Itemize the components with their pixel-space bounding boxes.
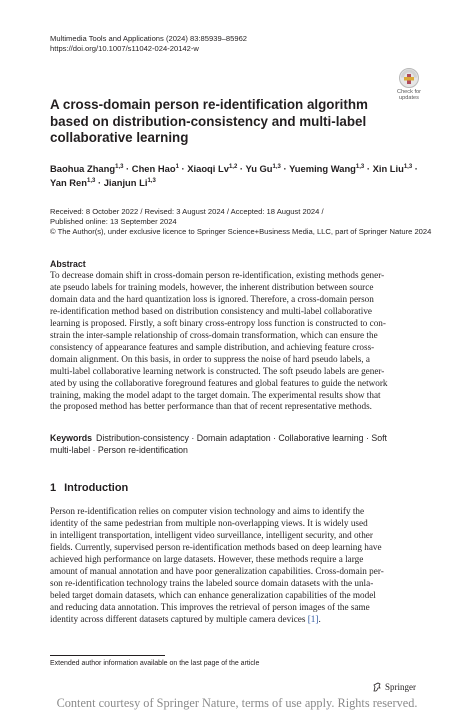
footnote-divider <box>50 655 165 656</box>
article-title: A cross-domain person re-identification algorithm based on distribution-consistency and multi-label collaborative learning <box>50 97 368 145</box>
intro-line: amount of manual annotation and have poor generalization capabilities. Cross-domain per- <box>50 565 384 576</box>
publication-dates <box>50 207 450 238</box>
intro-line: Person re-identification relies on computer vision technology and aims to identify the <box>50 506 365 516</box>
copyright-line: © The Author(s), under exclusive licence to Springer Science+Business Media, LLC, part of Springer Nature 2024 <box>50 227 432 237</box>
crossmark-label[interactable] <box>388 89 430 101</box>
abstract-line: domain data and the hard quantization loss is ignored. Therefore, a cross-domain person <box>50 293 374 304</box>
intro-line: beled target domain datasets, which can enhance generalization capabilities of the model <box>50 589 376 600</box>
abstract-line: re-identification method based on distribution consistency and multi-label collaborative <box>50 305 372 316</box>
author-affiliation: 1,2 <box>228 164 238 170</box>
keywords <box>50 432 424 456</box>
footnote: Extended author information available on the last page of the article <box>50 660 260 667</box>
author-separator: · <box>178 163 188 174</box>
author-name[interactable]: Chen Hao <box>131 163 176 174</box>
intro-line-end: . <box>318 613 321 624</box>
intro-line: and reducing data annotation. This improves the retrieval of person images of the same <box>50 601 370 612</box>
section-number: 1 <box>50 482 57 494</box>
doi-link[interactable]: https://doi.org/10.1007/s11042-024-20142-w <box>50 44 199 53</box>
dates-line: Received: 8 October 2022 / Revised: 3 August 2024 / Accepted: 18 August 2024 / <box>50 207 324 216</box>
intro-line: in intelligent transportation, intelligent video surveillance, intelligent security, and other <box>50 529 373 540</box>
keywords-line: multi-label · Person re-identification <box>50 445 188 455</box>
abstract-line: ate pseudo labels for training models, however, the inherent distribution between source <box>50 281 374 292</box>
author-affiliation: 1,3 <box>272 164 281 170</box>
author-separator: · <box>412 163 418 174</box>
dates-line: Published online: 13 September 2024 <box>50 217 177 227</box>
section-heading <box>50 482 128 494</box>
section-title: Introduction <box>64 482 129 494</box>
author-affiliation: 1,3 <box>403 164 413 170</box>
author-name[interactable]: Xiaoqi Lv <box>187 163 229 174</box>
journal-citation: Multimedia Tools and Applications (2024) 83:85939–85962 <box>50 34 248 43</box>
author-affiliation: 1,3 <box>355 164 365 170</box>
intro-line-last <box>50 614 424 626</box>
publisher-name: Springer <box>385 682 416 692</box>
abstract-line: strain the inter-sample relationship of cross-domain transformation, which can ensure the <box>50 329 378 340</box>
author-separator: · <box>237 163 246 174</box>
author-name[interactable]: Baohua Zhang <box>50 163 116 174</box>
intro-line: identity of the same pedestrian from multiple non-overlapping views. It is widely used <box>50 517 368 528</box>
author-name[interactable]: Yueming Wang <box>289 163 356 174</box>
abstract-line: ated by using the collaborative foreground features and global features to guide the network <box>50 377 388 388</box>
author-separator: · <box>123 163 132 174</box>
author-separator: · <box>364 163 373 174</box>
courtesy-watermark: Content courtesy of Springer Nature, terms of use apply. Rights reserved. <box>56 696 418 710</box>
intro-line: fields. Currently, supervised person re-identification methods based on deep learning have <box>50 541 382 552</box>
abstract-line: the proposed method has better performance than that of recent representative methods. <box>50 401 372 412</box>
author-name[interactable]: Yu Gu <box>245 163 273 174</box>
keywords-label: Keywords <box>50 433 93 443</box>
author-affiliation: 1,3 <box>87 178 96 184</box>
author-affiliation: 1 <box>175 164 179 170</box>
author-name[interactable]: Xin Liu <box>372 163 404 174</box>
abstract-line: To decrease domain shift in cross-domain person re-identification, existing methods gener- <box>50 270 385 280</box>
keywords-line: Distribution-consistency · Domain adaptation · Collaborative learning · Soft <box>96 433 387 443</box>
intro-line: achieved high performance on large datasets. However, these methods require a large <box>50 553 364 564</box>
publisher-logo <box>372 682 416 692</box>
abstract-line: domain alignment. On this basis, in order to suppress the noise of hard pseudo labels, a <box>50 353 370 364</box>
abstract-line: training, making the model adapt to the target domain. The experimental results show that <box>50 389 381 400</box>
author-separator: · <box>280 163 290 174</box>
springer-horse-icon <box>372 682 382 692</box>
author-affiliation: 1,3 <box>147 178 156 184</box>
abstract-heading: Abstract <box>50 259 86 269</box>
author-affiliation: 1,3 <box>115 164 124 170</box>
author-list <box>50 162 440 190</box>
author-name[interactable]: Jianjun Li <box>103 177 148 188</box>
crossmark-label-line1: Check for <box>397 89 421 95</box>
intro-line: son re-identification technology trains the labeled source domain datasets with the unla- <box>50 577 374 588</box>
intro-line: identity across different datasets captured by multiple camera devices <box>50 613 308 624</box>
author-separator: · <box>95 177 104 188</box>
author-name[interactable]: Yan Ren <box>50 177 87 188</box>
intro-body <box>50 506 424 626</box>
abstract-line: consistency of appearance features and sample distribution, and achieving feature cross- <box>50 341 375 352</box>
abstract-body <box>50 270 424 413</box>
citation-link[interactable]: [1] <box>307 613 319 624</box>
crossmark-label-line2: updates <box>399 95 419 101</box>
abstract-line: multi-label collaborative learning network is constructed. The soft pseudo labels are gener- <box>50 365 385 376</box>
abstract-line: learning is proposed. Firstly, a soft binary cross-entropy loss function is constructed to con- <box>50 317 386 328</box>
